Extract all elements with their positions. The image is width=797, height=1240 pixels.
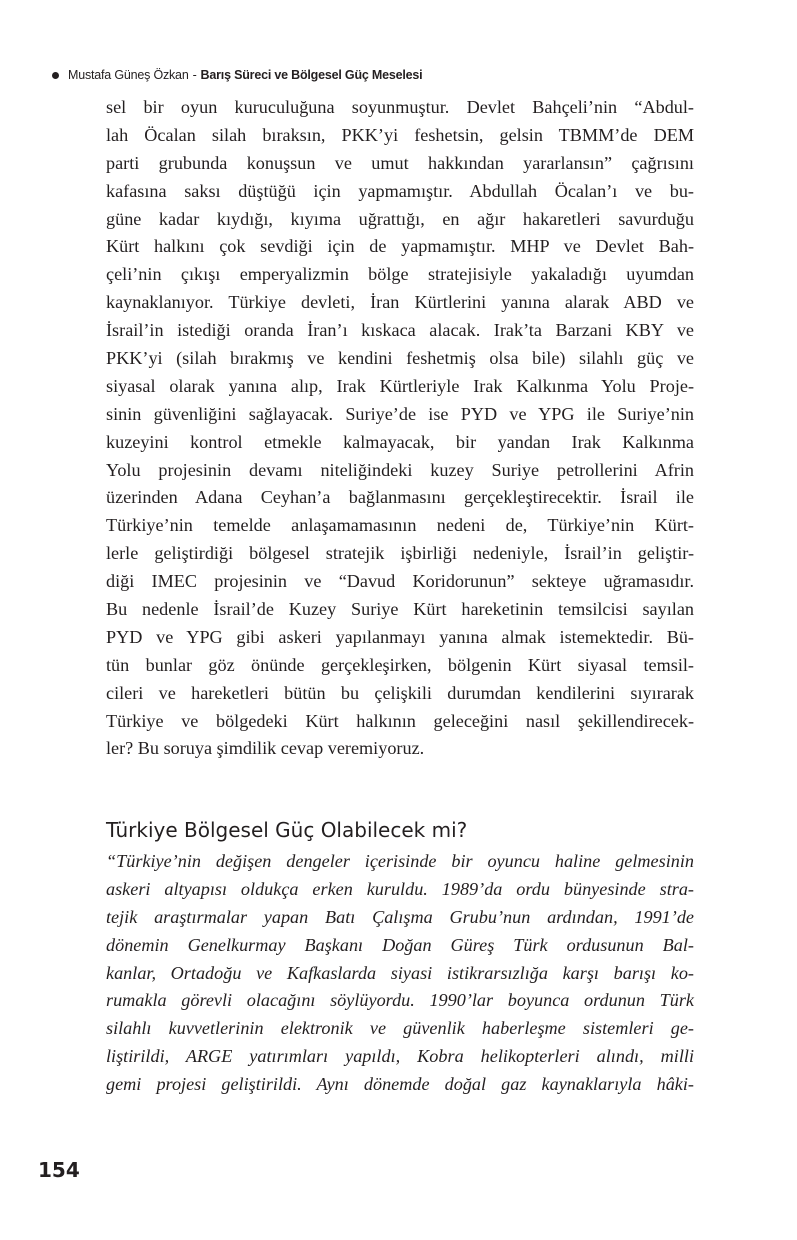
body-line: Türkiye’nin temelde anlaşamamasının nedeni de, Türkiye’nin Kürt- bbox=[106, 515, 694, 536]
body-line: Türkiye ve bölgedeki Kürt halkının geleceğini nasıl şekillendirecek- bbox=[106, 710, 694, 731]
quote-line: gemi projesi geliştirildi. Aynı dönemde doğal gaz kaynaklarıyla hâki- bbox=[106, 1074, 694, 1095]
quote-line: “Türkiye’nin değişen dengeler içerisinde bir oyuncu haline gelmesinin bbox=[106, 851, 694, 871]
quote-line: dönemin Genelkurmay Başkanı Doğan Güreş Türk ordusunun Bal- bbox=[106, 934, 694, 955]
body-line: Bu nedenle İsrail’de Kuzey Suriye Kürt hareketinin temsilcisi sayılan bbox=[106, 599, 694, 620]
quote-line: rumakla görevli olacağını söylüyordu. 1990’lar boyunca ordunun Türk bbox=[106, 990, 694, 1011]
body-line: ler? Bu soruya şimdilik cevap veremiyoruz. bbox=[106, 738, 425, 759]
body-line: Yolu projesinin devamı niteliğindeki kuzey Suriye petrollerini Afrin bbox=[106, 459, 694, 480]
body-line: PKK’yi (silah bırakmış ve kendini feshetmiş olsa bile) silahlı güç ve bbox=[106, 348, 694, 369]
body-line: lerle geliştirdiği bölgesel stratejik işbirliği nedeniyle, İsrail’in geliştir- bbox=[106, 543, 694, 564]
body-line: tün bunlar göz önünde gerçekleşirken, bölgenin Kürt siyasal temsil- bbox=[106, 654, 694, 675]
quote-paragraph bbox=[106, 848, 694, 1099]
quote-line: silahlı kuvvetlerinin elektronik ve güvenlik haberleşme sistemleri ge- bbox=[106, 1018, 694, 1039]
body-line: siyasal olarak yanına alıp, Irak Kürtleriyle Irak Kalkınma Yolu Proje- bbox=[106, 375, 694, 396]
quote-line: liştirildi, ARGE yatırımları yapıldı, Kobra helikopterleri alındı, milli bbox=[106, 1046, 694, 1067]
body-line: güne kadar kıydığı, kıyıma uğrattığı, en ağır hakaretleri savurduğu bbox=[106, 208, 694, 229]
bullet-icon bbox=[52, 72, 59, 79]
body-line: parti grubunda konuşsun ve umut hakkından yararlansın” çağrısını bbox=[106, 152, 694, 173]
body-line: çeli’nin çıkışı emperyalizmin bölge stratejisiyle yakaladığı uyumdan bbox=[106, 264, 694, 285]
quote-line: kanlar, Ortadoğu ve Kafkaslarda siyasi istikrarsızlığa karşı barışı ko- bbox=[106, 962, 694, 983]
body-line: Kürt halkını çok sevdiği için de yapmamıştır. MHP ve Devlet Bah- bbox=[106, 236, 694, 257]
header-book-title: Barış Süreci ve Bölgesel Güç Meselesi bbox=[200, 68, 423, 82]
body-paragraph bbox=[106, 94, 694, 763]
section-heading: Türkiye Bölgesel Güç Olabilecek mi? bbox=[106, 818, 468, 842]
body-line: sinin güvenliğini sağlayacak. Suriye’de ise PYD ve YPG ile Suriye’nin bbox=[106, 403, 694, 424]
quote-line: askeri altyapısı oldukça erken kuruldu. 1989’da ordu bünyesinde stra- bbox=[106, 878, 694, 899]
body-line: üzerinden Adana Ceyhan’a bağlanmasını gerçekleştirecektir. İsrail ile bbox=[106, 487, 694, 508]
body-line: sel bir oyun kuruculuğuna soyunmuştur. Devlet Bahçeli’nin “Abdul- bbox=[106, 97, 694, 117]
quote-line: tejik araştırmalar yapan Batı Çalışma Grubu’nun ardından, 1991’de bbox=[106, 906, 694, 927]
body-line: kaynaklanıyor. Türkiye devleti, İran Kürtlerini yanına alarak ABD ve bbox=[106, 292, 694, 313]
body-line: PYD ve YPG gibi askeri yapılanmayı yanına almak istemektedir. Bü- bbox=[106, 626, 694, 647]
body-line: İsrail’in istediği oranda İran’ı kıskaca alacak. Irak’ta Barzani KBY ve bbox=[106, 320, 694, 341]
running-header bbox=[52, 64, 422, 86]
body-line: kafasına saksı düştüğü için yapmamıştır. Abdullah Öcalan’ı ve bu- bbox=[106, 180, 694, 201]
body-line: cileri ve hareketleri bütün bu çelişkili durumdan kendilerini sıyırarak bbox=[106, 682, 694, 703]
body-line: lah Öcalan silah bıraksın, PKK’yi feshetsin, gelsin TBMM’de DEM bbox=[106, 124, 694, 145]
page-number: 154 bbox=[38, 1158, 80, 1182]
body-line: kuzeyini kontrol etmekle kalmayacak, bir yandan Irak Kalkınma bbox=[106, 431, 694, 452]
body-line: diği IMEC projesinin ve “Davud Koridorunun” sekteye uğramasıdır. bbox=[106, 571, 694, 592]
header-separator: - bbox=[192, 68, 197, 82]
header-author: Mustafa Güneş Özkan bbox=[68, 68, 189, 82]
